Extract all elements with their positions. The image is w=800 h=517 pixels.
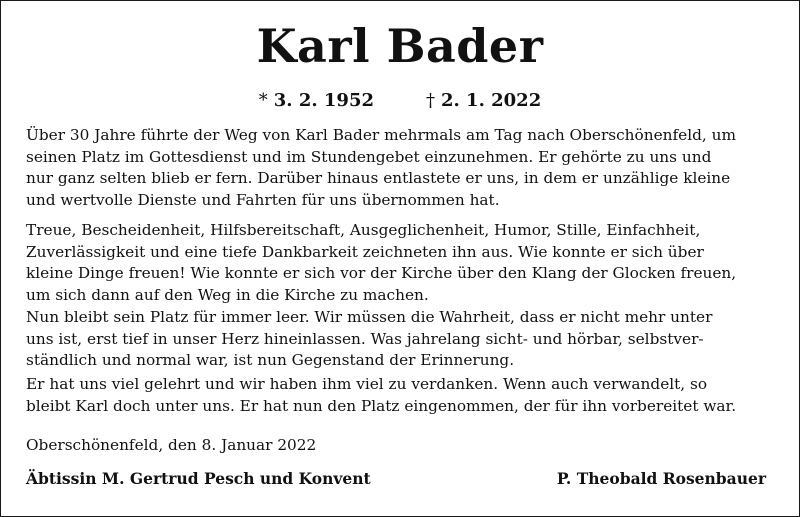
text-line: seinen Platz im Gottesdienst und im Stundengebet einzunehmen. Er gehörte zu uns und — [26, 147, 712, 166]
text-line: Über 30 Jahre führte der Weg von Karl Bader mehrmals am Tag nach Oberschönenfeld, um — [26, 126, 736, 144]
text-line: nur ganz selten blieb er fern. Darüber hinaus entlastete er uns, in dem er unzählige kleine — [26, 169, 731, 187]
text-line: um sich dann auf den Weg in die Kirche zu machen. — [26, 285, 429, 304]
text-line: uns ist, erst tief in unser Herz hineinlassen. Was jahrelang sicht- und hörbar, selbstver- — [26, 329, 704, 348]
text-line: Zuverlässigkeit und eine tiefe Dankbarkeit zeichneten ihn aus. Wie konnte er sich über — [26, 242, 704, 261]
text-line: kleine Dinge freuen! Wie konnte er sich vor der Kirche über den Klang der Glocken freuen, — [26, 264, 737, 282]
text-line: Nun bleibt sein Platz für immer leer. Wir müssen die Wahrheit, dass er nicht mehr unter — [26, 308, 713, 326]
signature-right: P. Theobald Rosenbauer — [556, 469, 766, 488]
death-date: 2. 1. 2022 — [441, 90, 542, 111]
paragraph-1 — [26, 125, 786, 211]
signature-left: Äbtissin M. Gertrud Pesch und Konvent — [26, 469, 371, 488]
deceased-name: Karl Bader — [256, 19, 544, 73]
paragraph-3 — [26, 307, 786, 372]
text-line: Treue, Bescheidenheit, Hilfsbereitschaft, Ausgeglichenheit, Humor, Stille, Einfachheit, — [26, 221, 701, 239]
text-line: Er hat uns viel gelehrt und wir haben ihm viel zu verdanken. Wenn auch verwandelt, so — [26, 375, 708, 393]
text-line: und wertvolle Dienste und Fahrten für uns übernommen hat. — [26, 190, 500, 209]
death-cross-icon: † — [426, 90, 435, 111]
paragraph-2 — [26, 220, 786, 306]
place-and-date: Oberschönenfeld, den 8. Januar 2022 — [26, 436, 317, 454]
birth-date: 3. 2. 1952 — [273, 90, 374, 111]
text-line: ständlich und normal war, ist nun Gegenstand der Erinnerung. — [26, 351, 515, 369]
birth-star-icon: * — [258, 90, 268, 111]
paragraph-4 — [26, 374, 786, 417]
life-dates — [0, 89, 800, 113]
text-line: bleibt Karl doch unter uns. Er hat nun den Platz eingenommen, der für ihn vorbereitet war. — [26, 396, 737, 415]
